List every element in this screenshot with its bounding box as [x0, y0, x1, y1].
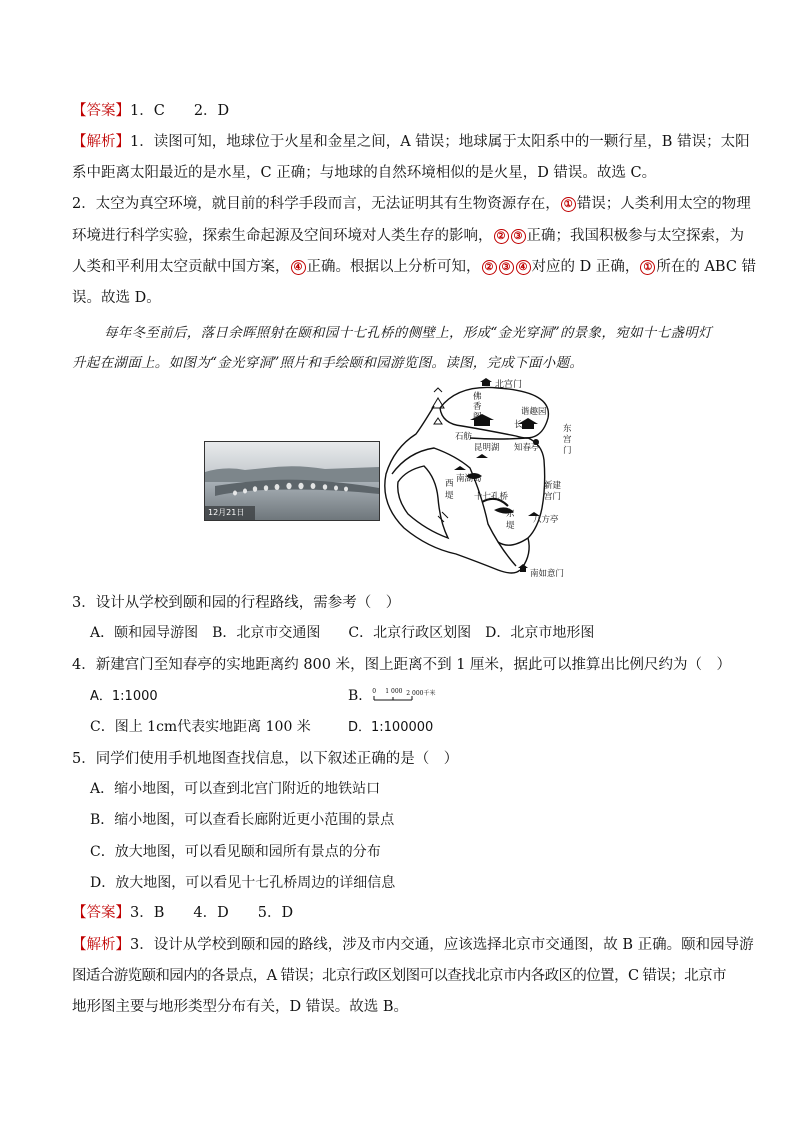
- map-label-bafangting: 八方亭: [533, 515, 559, 525]
- question-5-stem: 5．同学们使用手机地图查找信息，以下叙述正确的是（ ）: [72, 751, 459, 767]
- map-label-nanruyimen: 南如意门: [530, 569, 565, 579]
- analysis-label-2: 【解析】: [72, 937, 130, 953]
- intro-line-2: 升起在湖面上。如图为“金光穿洞”照片和手绘颐和园游览图。读图，完成下面小题。: [72, 355, 584, 371]
- summer-palace-map: [378, 378, 578, 580]
- answer-label: 【答案】: [72, 103, 130, 119]
- scale-label-2000: 2 000千米: [406, 690, 436, 697]
- question-5-option-c: C．放大地图，可以看见颐和园所有景点的分布: [90, 844, 381, 860]
- map-label-xinjiangongmen: 新建宫门: [544, 481, 562, 502]
- question-3-options: A．颐和园导游图 B．北京市交通图 C．北京行政区划图 D．北京市地形图: [90, 625, 595, 641]
- question-4-stem: 4．新建宫门至知春亭的实地距离约 800 米，图上距离不到 1 厘米，据此可以推算出比例尺约为（ ）: [72, 657, 732, 673]
- analysis-line-1: 【解析】1．读图可知，地球位于火星和金星之间，A 错误；地球属于太阳系中的一颗行星，B 错误；太阳: [72, 134, 750, 150]
- intro-line-1: 每年冬至前后，落日余晖照射在颐和园十七孔桥的侧壁上，形成“金光穿洞”的景象，宛如十七盏明灯: [104, 325, 712, 341]
- question-4-option-a: A．1:1000: [90, 689, 158, 704]
- map-label-xidi: 西堤: [445, 479, 454, 501]
- circled-3: ③: [511, 229, 526, 244]
- answer-line-2: [72, 903, 722, 923]
- answer-label-2: 【答案】: [72, 905, 130, 921]
- question-3-stem: 3．设计从学校到颐和园的行程路线，需参考（ ）: [72, 595, 401, 611]
- map-label-east-gate: 东宫门: [563, 424, 572, 456]
- map-label-nanhudao: 南湖岛: [456, 474, 482, 484]
- map-label-north-gate: 北宫门: [495, 380, 523, 390]
- analysis-line-2: 系中距离太阳最近的是水星，C 正确；与地球的自然环境相似的是火星，D 错误。故选 C。: [72, 165, 657, 181]
- question-4-option-b: B． 0 1 000 2 000千米: [348, 685, 450, 705]
- analysis-line-3: 2．太空为真空环境，就目前的科学手段而言，无法证明其有生物资源存在， ① 错误；人类利用太空的物理: [72, 196, 751, 212]
- circled-2: ②: [494, 229, 509, 244]
- answer-text-2: 3．B 4．D 5．D: [130, 905, 294, 921]
- answer-text: 1．C 2．D: [130, 103, 230, 119]
- question-5-option-b: B．缩小地图，可以查看长廊附近更小范围的景点: [90, 812, 395, 828]
- analysis-line-4: 环境进行科学实验，探索生命起源及空间环境对人类生存的影响， ② ③ 正确；我国积极参与太空探索，为: [72, 228, 744, 244]
- map-label-kunminghu: 昆明湖: [474, 443, 500, 453]
- scale-label-1000: 1 000: [385, 688, 403, 695]
- analysis-label: 【解析】: [72, 134, 130, 150]
- map-label-foxiangge: 佛香阁: [473, 392, 482, 422]
- question-4-option-d: D．1:100000: [348, 720, 434, 735]
- circled-4: ④: [291, 260, 306, 275]
- map-label-shifang: 石舫: [455, 432, 473, 442]
- map-label-shiqikongqiao: 十七孔桥: [474, 492, 509, 502]
- question-5-option-d: D．放大地图，可以看见十七孔桥周边的详细信息: [90, 875, 396, 891]
- analysis2-line-1: 【解析】3．设计从学校到颐和园的路线，涉及市内交通，应该选择北京市交通图，故 B 正确。颐和园导游: [72, 937, 754, 953]
- scale-label-0: 0: [372, 688, 377, 695]
- analysis-line-5: 人类和平利用太空贡献中国方案， ④ 正确。根据以上分析可知， ② ③ ④ 对应的 D 正确， ① 所在的 ABC 错: [72, 259, 757, 275]
- photo-date-label: 12月21日: [208, 508, 245, 517]
- map-label-zhichunting: 知春亭: [514, 443, 540, 453]
- circled-1: ①: [561, 197, 576, 212]
- analysis-line-6: 误。故选 D。: [72, 290, 161, 306]
- map-label-dongdi: 东堤: [506, 509, 515, 531]
- analysis2-line-2: 图适合游览颐和园内的各景点，A 错误；北京行政区划图可以查找北京市内各政区的位置，C 错误；北京市: [72, 968, 726, 984]
- question-4-option-c: C．图上 1cm代表实地距离 100 米: [90, 719, 311, 735]
- scale-bar: [372, 689, 450, 703]
- answer-line-1: [72, 101, 722, 121]
- golden-light-photo: [204, 441, 380, 521]
- analysis2-line-3: 地形图主要与地形类型分布有关，D 错误。故选 B。: [72, 999, 408, 1015]
- map-label-changlang: 长廊: [514, 420, 532, 430]
- map-label-xiequyuan: 谐趣园: [521, 407, 547, 417]
- question-5-option-a: A．缩小地图，可以查到北宫门附近的地铁站口: [90, 781, 381, 797]
